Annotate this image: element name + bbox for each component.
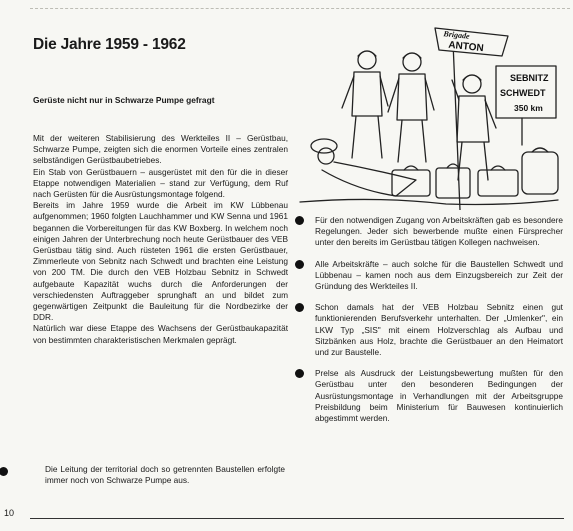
paragraph: Ein Stab von Gerüstbauern – ausgerüstet mit den für die in dieser Etappe notwendigen Materialien – stand zur Verfügung, dem Ruf nach Gerüsten für die Ausrüstungsmontage folgend. — [33, 166, 288, 200]
suitcase-icon — [478, 170, 518, 196]
right-bullet-list — [295, 215, 563, 424]
sign-text: SCHWEDT — [500, 88, 546, 98]
bullet-item — [295, 215, 563, 249]
bullet-dot-icon — [0, 467, 8, 476]
brigade-illustration — [296, 20, 562, 210]
bullet-dot-icon — [295, 303, 304, 312]
bullet-dot-icon — [295, 216, 304, 225]
flag-text: ANTON — [447, 39, 485, 55]
sign-text: 350 km — [514, 103, 543, 113]
hat-icon — [311, 139, 337, 153]
suitcase-icon — [436, 168, 470, 198]
flag-text: Brigade — [443, 29, 471, 41]
left-column-text — [33, 133, 288, 346]
bullet-text: Schon damals hat der VEB Holzbau Sebnitz einen gut funktionierenden Berufsverkehr unterhalten. Der „Umlenker", ein LKW Typ „SIS" mit einem Holzverschlag als Aufbau und Sitzbänken aus Holz, brachte die Gerüstbauer an den Heimatort und zur Baustelle. — [315, 302, 563, 358]
bullet-item — [295, 368, 563, 424]
left-bullet-text: Die Leitung der territorial doch so getrennten Baustellen erfolgte immer noch von Schwarze Pumpe aus. — [45, 464, 285, 486]
bullet-dot-icon — [295, 260, 304, 269]
page-title: Die Jahre 1959 - 1962 — [33, 36, 186, 53]
suitcase-icon — [392, 170, 430, 196]
top-dashed-rule — [30, 8, 570, 9]
paragraph: Bereits im Jahre 1959 wurde die Arbeit im KW Lübbenau aufgenommen; 1960 folgten Lauchhammer und KW Senna und 1961 begannen die Vorbereitungen für das KW Boxberg. In welchem noch einigen Jahren der Unterbrechung noch heute Gerüstbauer des VEB Gerüstbau tätig sind. Auch rüsteten 1961 die ersten Gerüstbauer, Zimmerleute von Sebnitz nach Schwedt und brachten eine Leistung von 200 TM. Die durch den VEB Holzbau Sebnitz in Schwedt aufgebaute Kapazität wuchs durch die Anforderungen der verschiedensten Auftraggeber sprunghaft an und bildet zum gegenwärtigen Zeitpunkt die Bauleitung für die Nordbezirke der DDR. — [33, 200, 288, 323]
paragraph: Natürlich war diese Etappe des Wachsens der Gerüstbaukapazität von bestimmten charakteristischen Merkmalen geprägt. — [33, 323, 288, 345]
bullet-item — [295, 259, 563, 293]
bullet-text: Prelse als Ausdruck der Leistungsbewertung mußten für den Gerüstbau unter den besonderen Bedingungen der Ausrüstungsmontage in Verhandlungen mit der Arbeitsgruppe Preisbildung beim Ministerium für Bauwesen kontinuierlich abgestimmt werden. — [315, 368, 563, 424]
bullet-item — [295, 302, 563, 358]
suitcase-icon — [522, 152, 558, 194]
paragraph: Mit der weiteren Stabilisierung des Werkteiles II – Gerüstbau, Schwarze Pumpe, zeigten sich die enormen Vorteile eines zentralen selbständigen Gerüstbaubetriebes. — [33, 133, 288, 166]
page-number: 10 — [4, 508, 15, 518]
bullet-dot-icon — [295, 369, 304, 378]
section-subtitle: Gerüste nicht nur in Schwarze Pumpe gefragt — [33, 95, 215, 105]
bullet-text: Alle Arbeitskräfte – auch solche für die Baustellen Schwedt und Lübbenau – kamen noch aus dem Einzugsbereich zur Zeit der Gründung des Werkteiles II. — [315, 258, 563, 292]
sign-text: SEBNITZ — [510, 73, 549, 83]
bullet-text: Für den notwendigen Zugang von Arbeitskräften gab es besondere Regelungen. Jeder sich bewerbende mußte einen Fürsprecher unter den bereits im Gerüstbau tätigen Kollegen nachweisen. — [315, 215, 563, 248]
flag-pole — [453, 42, 460, 210]
bottom-rule — [30, 518, 564, 519]
